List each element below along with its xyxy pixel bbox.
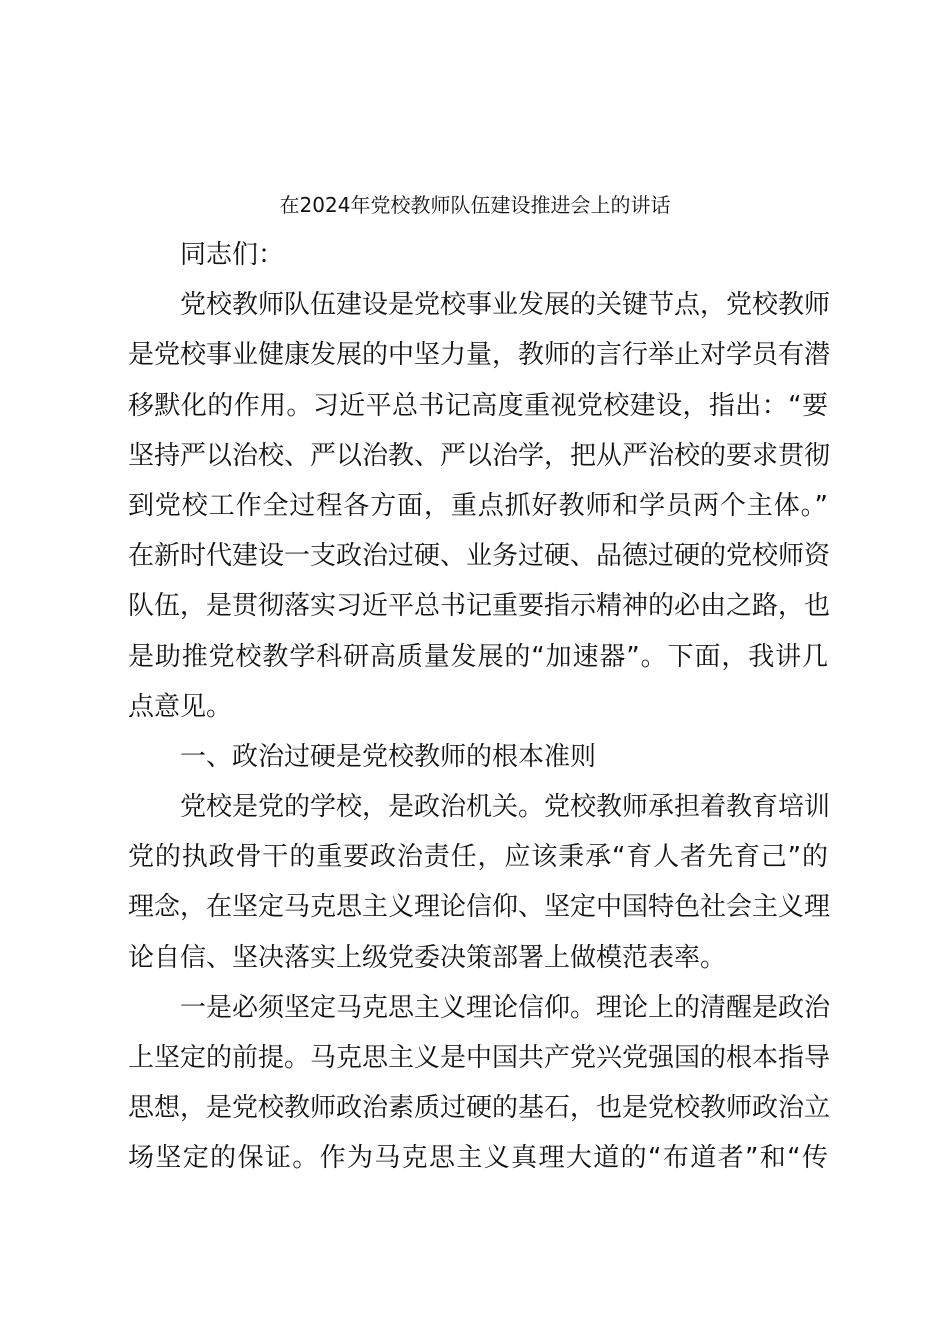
text-line: 是党校事业健康发展的中坚力量，教师的言行举止对学员有潜	[128, 340, 831, 371]
text-line: 上坚定的前提。马克思主义是中国共产党兴党强国的根本指导	[128, 1043, 831, 1073]
text-line: 坚持严以治校、严以治教、严以治学，把从严治校的要求贯彻	[128, 440, 831, 471]
text-line: 场坚定的保证。作为马克思主义真理大道的“布道者”和“传	[128, 1143, 828, 1174]
document-title: 在2024年党校教师队伍建设推进会上的讲话	[279, 193, 671, 217]
text-line: 点意见。	[128, 691, 233, 722]
text-line: 理念，在坚定马克思主义理论信仰、坚定中国特色社会主义理	[128, 892, 831, 923]
text-line: 队伍，是贯彻落实习近平总书记重要指示精神的必由之路，也	[128, 591, 831, 622]
text-line: 党校是党的学校，是政治机关。党校教师承担着教育培训	[180, 792, 831, 823]
text-line: 在新时代建设一支政治过硬、业务过硬、品德过硬的党校师资	[128, 541, 831, 572]
text-line: 移默化的作用。习近平总书记高度重视党校建设，指出：“要	[128, 390, 828, 421]
text-line: 到党校工作全过程各方面，重点抓好教师和学员两个主体。”	[128, 490, 828, 521]
text-line: 是助推党校教学科研高质量发展的“加速器”。下面，我讲几	[128, 641, 828, 672]
document-body	[128, 230, 831, 1184]
text-line: 论自信、坚决落实上级党委决策部署上做模范表率。	[128, 942, 727, 973]
text-line: 党的执政骨干的重要政治责任，应该秉承“育人者先育己”的	[128, 842, 828, 873]
text-line: 思想，是党校教师政治素质过硬的基石，也是党校教师政治立	[128, 1093, 831, 1124]
text-line: 同志们：	[180, 240, 285, 270]
text-line: 一是必须坚定马克思主义理论信仰。理论上的清醒是政治	[180, 992, 831, 1023]
text-line: 党校教师队伍建设是党校事业发展的关键节点，党校教师	[180, 290, 831, 321]
text-line: 一、政治过硬是党校教师的根本准则	[180, 741, 597, 772]
